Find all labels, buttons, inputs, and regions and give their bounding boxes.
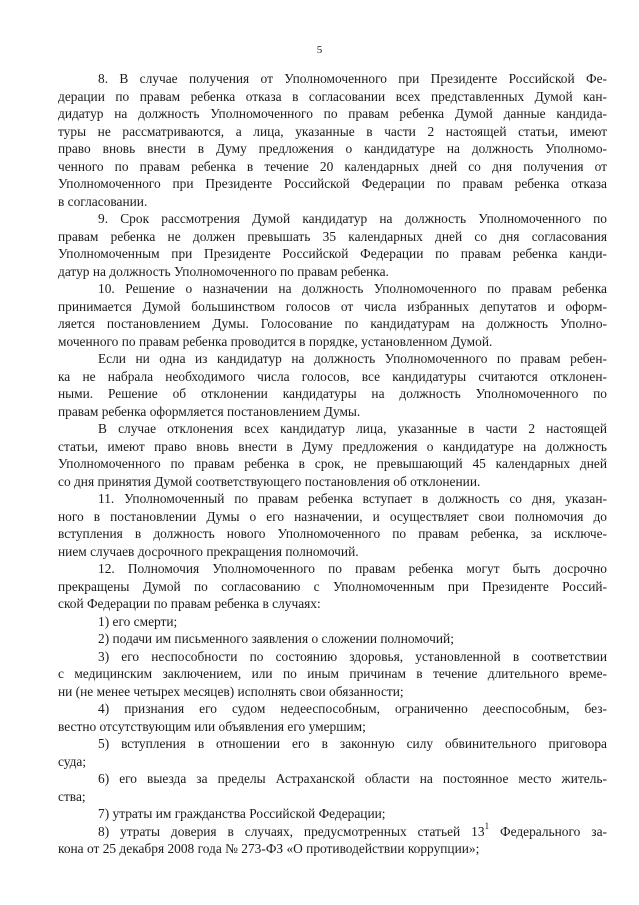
text-line-content: вступления в должность нового Уполномоченного по правам ребенка, за исключе-	[58, 526, 607, 541]
text-line-content: ляется постановлением Думы. Голосование по кандидатурам на должность Уполно-	[58, 316, 607, 331]
text-line-content: принимается Думой большинством голосов от числа избранных депутатов и оформ-	[58, 298, 607, 314]
text-line	[58, 630, 607, 648]
text-line	[58, 455, 607, 473]
text-line-content: 2) подачи им письменного заявления о сложении полномочий;	[98, 631, 454, 646]
text-line	[58, 805, 607, 823]
text-line-content: 10. Решение о назначении на должность Уполномоченного по правам ребенка	[98, 281, 607, 296]
text-line	[58, 280, 607, 298]
text-line-content: ства;	[58, 788, 86, 804]
text-line-content: ченного по правам ребенка в течение 20 календарных дней со дня получения от	[58, 158, 607, 174]
text-line-content: 8. В случае получения от Уполномоченного при Президенте Российской Фе-	[98, 71, 607, 86]
text-line	[58, 718, 607, 736]
text-line-content: ка не набрала необходимого числа голосов, все кандидатуры считаются отклонен-	[58, 368, 607, 384]
text-line-content: Федерального за-	[489, 823, 607, 839]
text-line	[58, 595, 607, 613]
text-line-content: 3) его неспособности по состоянию здоровья, установленной в соответствии	[98, 648, 607, 664]
text-line-content: ни (не менее четырех месяцев) исполнять свои обязанности;	[58, 683, 404, 699]
text-line	[58, 88, 607, 106]
text-line-content: вестно отсутствующим или объявления его умершим;	[58, 718, 366, 734]
text-line	[58, 840, 607, 858]
text-line-content: ными. Решение об отклонении кандидатуры на должность Уполномоченного по	[58, 386, 607, 401]
text-line-content: 6) его выезда за пределы Астраханской области на постоянное место житель-	[98, 771, 607, 786]
text-line	[58, 613, 607, 631]
text-line	[58, 578, 607, 596]
text-line	[58, 420, 607, 438]
text-line	[58, 648, 607, 666]
text-line-content: правам ребенка оформляется постановлением Думы.	[58, 403, 361, 419]
text-line-content: статьи, имеют право вновь внести в Думу предложения о кандидатуре на должность	[58, 438, 607, 454]
text-line-content: моченного по правам ребенка проводится в порядке, установленном Думой.	[58, 333, 493, 349]
text-line	[58, 245, 607, 263]
text-line-content: 11. Уполномоченный по правам ребенка вступает в должность со дня, указан-	[98, 491, 607, 506]
text-line	[58, 123, 607, 141]
text-line	[58, 525, 607, 543]
document-body	[58, 70, 607, 858]
text-line	[58, 350, 607, 368]
text-line-content: 8) утраты доверия в случаях, предусмотренных статьей 13	[98, 823, 485, 839]
text-line-content: 1) его смерти;	[98, 613, 178, 629]
text-line	[58, 263, 607, 281]
text-line-content: со дня принятия Думой соответствующего постановления об отклонении.	[58, 473, 481, 489]
text-line-content: Уполномоченным при Президенте Российской Федерации по правам ребенка канди-	[58, 246, 607, 261]
text-line	[58, 333, 607, 351]
text-line	[58, 70, 607, 88]
text-line	[58, 560, 607, 578]
text-line	[58, 683, 607, 701]
text-line	[58, 508, 607, 526]
text-line-content: суда;	[58, 753, 87, 769]
text-line	[58, 735, 607, 753]
text-line-content: 9. Срок рассмотрения Думой кандидатур на должность Уполномоченного по	[98, 211, 607, 226]
text-line	[58, 193, 607, 211]
text-line-content: 5) вступления в отношении его в законную силу обвинительного приговора	[98, 736, 607, 751]
text-line-content: датур на должность Уполномоченного по правам ребенка.	[58, 263, 389, 279]
text-line-content: прекращены Думой по согласованию с Уполномоченным при Президенте Россий-	[58, 578, 607, 594]
text-line	[58, 158, 607, 176]
text-line-content: дидатур на должность Уполномоченного по правам ребенка Думой данные кандида-	[58, 106, 607, 121]
text-line	[58, 823, 607, 841]
text-line	[58, 665, 607, 683]
text-line-content: в согласовании.	[58, 193, 148, 209]
text-line	[58, 770, 607, 788]
text-line	[58, 788, 607, 806]
text-line	[58, 210, 607, 228]
text-line-content: 7) утраты им гражданства Российской Федерации;	[98, 806, 386, 821]
text-line-content: Уполномоченного при Президенте Российской Федерации по правам ребенка отказа	[58, 176, 607, 191]
superscript: 1	[484, 821, 490, 832]
text-line	[58, 105, 607, 123]
text-line	[58, 490, 607, 508]
text-line-content: право вновь внести в Думу предложения о кандидатуре на должность Уполномо-	[58, 141, 607, 156]
text-line-content: кона от 25 декабря 2008 года № 273-ФЗ «О противодействии коррупции»;	[58, 841, 480, 856]
text-line	[58, 700, 607, 718]
text-line-content: Если ни одна из кандидатур на должность Уполномоченного по правам ребен-	[98, 351, 607, 366]
text-line	[58, 385, 607, 403]
text-line	[58, 315, 607, 333]
text-line-content: 4) признания его судом недееспособным, ограниченно дееспособным, без-	[98, 701, 607, 716]
text-line-content: нием случаев досрочного прекращения полномочий.	[58, 543, 359, 559]
text-line	[58, 298, 607, 316]
text-line-content: дерации по правам ребенка отказа в согласовании всех представленных Думой кан-	[58, 88, 607, 104]
text-line-content: В случае отклонения всех кандидатур лица, указанные в части 2 настоящей	[98, 421, 607, 436]
text-line	[58, 403, 607, 421]
text-line	[58, 543, 607, 561]
text-line-content: с медицинским заключением, или по иным причинам в течение длительного време-	[58, 666, 607, 681]
text-line	[58, 368, 607, 386]
page-number: 5	[316, 44, 323, 56]
text-line-content: ской Федерации по правам ребенка в случаях:	[58, 596, 321, 611]
text-line	[58, 753, 607, 771]
text-line	[58, 228, 607, 246]
text-line	[58, 473, 607, 491]
text-line	[58, 175, 607, 193]
text-line-content: 12. Полномочия Уполномоченного по правам ребенка могут быть досрочно	[98, 561, 607, 576]
text-line-content: правам ребенка не должен превышать 35 календарных дней со дня согласования	[58, 228, 607, 244]
text-line	[58, 140, 607, 158]
text-line-content: ного в постановлении Думы о его назначении, и осуществляет свои полномочия до	[58, 508, 607, 524]
text-line	[58, 438, 607, 456]
text-line-content: Уполномоченного по правам ребенка в срок, не превышающий 45 календарных дней	[58, 456, 607, 471]
text-line-content: туры не рассматриваются, а лица, указанные в части 2 настоящей статьи, имеют	[58, 123, 607, 139]
